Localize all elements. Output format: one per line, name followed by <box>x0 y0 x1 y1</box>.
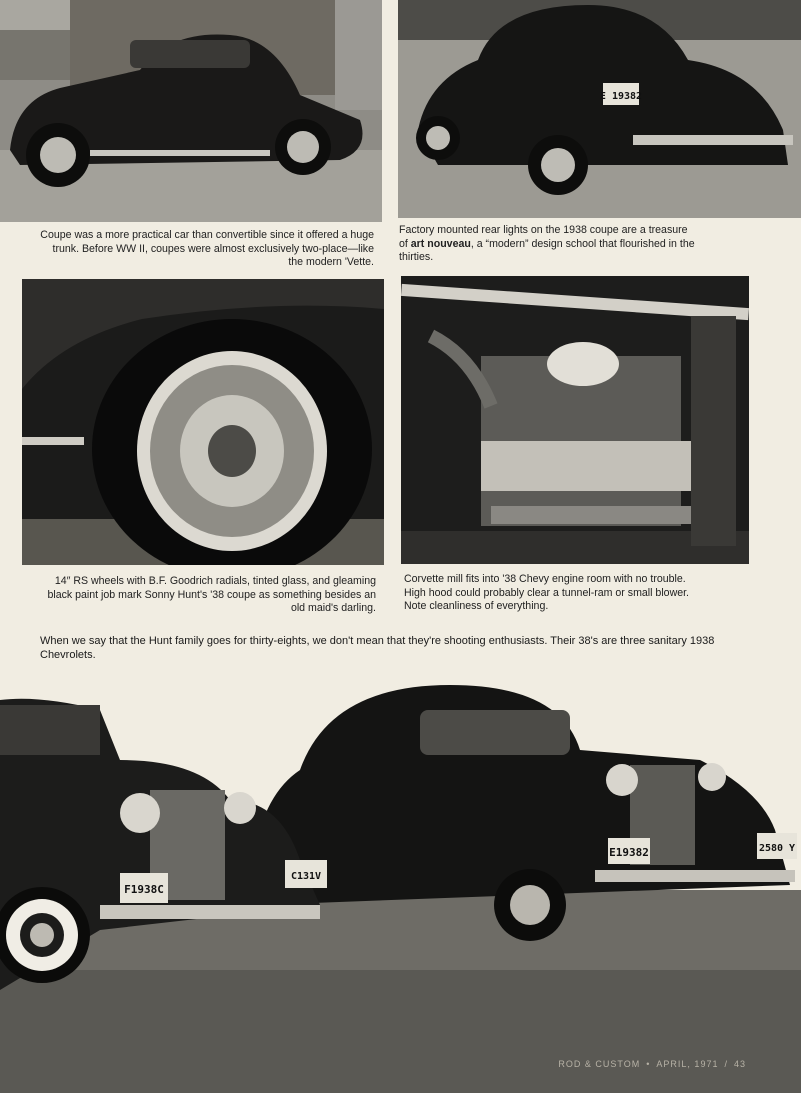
caption-wheel: 14″ RS wheels with B.F. Goodrich radials, tinted glass, and gleaming black paint job mark Sonny Hunt's '38 coupe as something besides an old maid's darling. <box>47 575 376 615</box>
coupe-rear-image <box>398 0 801 218</box>
two-cars-image <box>0 680 801 1093</box>
folio-page-number: 43 <box>733 1059 746 1069</box>
page-folio <box>555 1059 749 1069</box>
photo-coupe-side <box>0 0 382 222</box>
caption-coupe-rear <box>399 224 699 265</box>
folio-slash: / <box>724 1059 728 1069</box>
caption-coupe-rear-text-end: , a “modern” design school that flourished in the thirties. <box>399 237 695 264</box>
plate-front-coupe: E19382 <box>609 846 649 859</box>
plate-rear-coupe: E 19382 <box>599 91 643 102</box>
wheel-image <box>22 279 384 565</box>
folio-separator: • <box>646 1059 651 1069</box>
intro-paragraph: When we say that the Hunt family goes for thirty-eights, we don't mean that they're shooting enthusiasts. Their 38's are three sanitary 1938 Chevrolets. <box>40 635 715 661</box>
folio-magazine: ROD & CUSTOM <box>558 1059 641 1069</box>
caption-coupe-rear-text: Factory mounted rear lights on the 1938 coupe are a treasure of <box>399 224 688 250</box>
plate-front-right: 2580 Y <box>758 843 796 854</box>
coupe-side-image <box>0 0 382 222</box>
engine-image <box>401 276 749 564</box>
plate-left-car-main: F1938C <box>124 883 164 896</box>
photo-wheel <box>22 279 384 565</box>
caption-coupe-side: Coupe was a more practical car than convertible since it offered a huge trunk. Before WW II, coupes were almost exclusively two-place—like the modern 'Vette. <box>40 229 374 269</box>
plate-left-car-second: C131V <box>290 871 322 882</box>
photo-engine <box>401 276 749 564</box>
photo-two-cars <box>0 680 801 1093</box>
caption-engine: Corvette mill fits into '38 Chevy engine room with no trouble. High hood could probably clear a tunnel-ram or small blower. Note cleanliness of everything. <box>404 573 690 613</box>
photo-coupe-rear <box>398 0 801 218</box>
caption-coupe-rear-emphasis: art nouveau <box>410 237 471 250</box>
folio-issue: APRIL, 1971 <box>656 1059 719 1069</box>
